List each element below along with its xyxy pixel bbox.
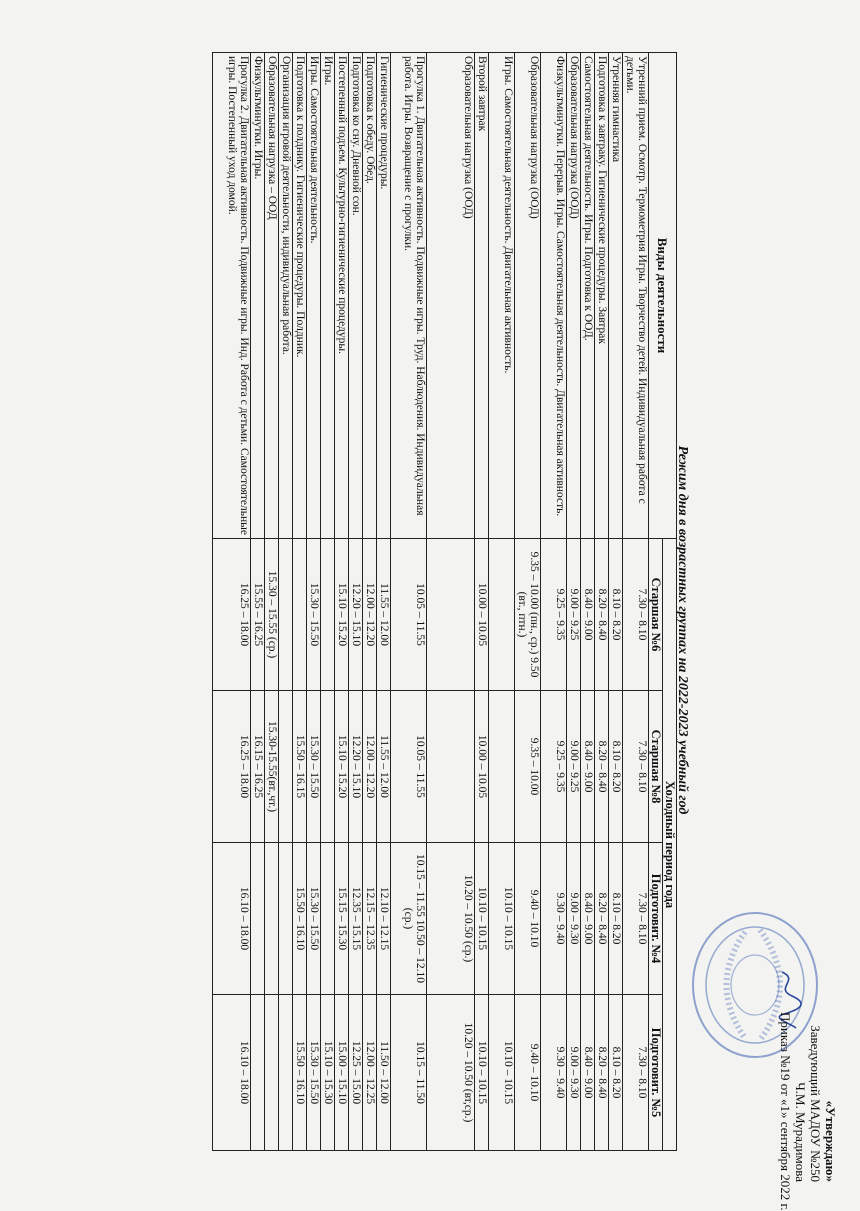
activity-cell: Организация игровой деятельности, индивидуальная работа. (279, 53, 293, 539)
time-cell: 11.55 – 12.00 (377, 691, 391, 843)
activity-cell: Игры. Самостоятельная деятельность. Двигательная активность. (489, 53, 515, 539)
time-cell: 15.30 – 15.55 (ср.) (265, 539, 279, 691)
time-cell: 12.25 – 15.00 (349, 995, 363, 1151)
activity-cell: Гигиенические процедуры. (377, 53, 391, 539)
time-cell: 9.00 – 9.25 (567, 691, 581, 843)
time-cell: 10.15 – 11.55 10.50 – 12.10 (ср.) (391, 843, 427, 995)
group-header: Подготовит. №5 (649, 995, 663, 1151)
time-cell: 9.40 – 10.10 (515, 843, 541, 995)
activity-cell: Постепенный подъем. Культурно-гигиенические процедуры. (335, 53, 349, 539)
time-cell (279, 539, 293, 691)
approval-name: Ч.М. Мурадимова (793, 1082, 808, 1182)
table-row (489, 53, 515, 1151)
time-cell: 12.20 – 15.10 (349, 691, 363, 843)
time-cell (293, 539, 307, 691)
table-row (609, 53, 623, 1151)
activity-cell: Подготовка ко сну. Дневной сон. (349, 53, 363, 539)
activity-cell: Подготовка к полднику. Гигиенические процедуры. Полдник. (293, 53, 307, 539)
time-cell (427, 691, 475, 843)
time-cell (489, 539, 515, 691)
time-cell: 15.30 – 15.50 (307, 539, 321, 691)
time-cell (251, 995, 265, 1151)
table-row (279, 53, 293, 1151)
table-row (335, 53, 349, 1151)
time-cell: 7.30 – 8.10 (623, 995, 649, 1151)
time-cell: 15.30 – 15.50 (307, 843, 321, 995)
time-cell: 16.25 – 18.00 (213, 539, 251, 691)
table-row (307, 53, 321, 1151)
approval-position: Заведующий МАДОУ №250 (808, 1025, 823, 1182)
time-cell (489, 691, 515, 843)
time-cell: 11.55 – 12.00 (377, 539, 391, 691)
table-row (293, 53, 307, 1151)
time-cell (321, 691, 335, 843)
time-cell: 7.30 – 8.10 (623, 691, 649, 843)
time-cell: 7.30 – 8.10 (623, 539, 649, 691)
table-row (581, 53, 595, 1151)
activity-cell: Самостоятельная деятельность. Игры. Подготовка к ООД. (581, 53, 595, 539)
time-cell: 8.10 – 8.20 (609, 691, 623, 843)
activity-cell: Второй завтрак (475, 53, 489, 539)
time-cell: 10.00 – 10.05 (475, 539, 489, 691)
time-cell: 10.10 – 10.15 (489, 995, 515, 1151)
time-cell: 15.10 – 15.20 (335, 691, 349, 843)
time-cell: 9.30 – 9.40 (541, 843, 567, 995)
group-header: Старшая №6 (649, 539, 663, 691)
time-cell: 10.20 – 10.50 (ср.) (427, 843, 475, 995)
time-cell (321, 539, 335, 691)
time-cell: 9.35 – 10.00 (пн., ср.) 9.50 (вт., птн.) (515, 539, 541, 691)
time-cell: 9.25 – 9.35 (541, 691, 567, 843)
time-cell: 15.30-15.55(вт.,чт.) (265, 691, 279, 843)
time-cell: 8.20 – 8.40 (595, 691, 609, 843)
time-cell: 9.40 – 10.10 (515, 995, 541, 1151)
time-cell: 10.15 – 11.50 (391, 995, 427, 1151)
approval-block (778, 1012, 838, 1211)
time-cell: 8.40 – 9.00 (581, 691, 595, 843)
table-row (265, 53, 279, 1151)
header-period: Холодный период года (663, 539, 677, 1151)
time-cell: 8.40 – 9.00 (581, 843, 595, 995)
time-cell: 9.25 – 9.35 (541, 539, 567, 691)
time-cell: 7.30 – 8.10 (623, 843, 649, 995)
time-cell: 16.15 – 16.25 (251, 691, 265, 843)
time-cell (251, 843, 265, 995)
time-cell (279, 843, 293, 995)
activity-cell: Физкультминутки. Перерыв. Игры. Самостоятельная деятельность. Двигательная активность. (541, 53, 567, 539)
table-row (623, 53, 649, 1151)
time-cell: 12.00 – 12.25 (363, 995, 377, 1151)
table-row (475, 53, 489, 1151)
time-cell: 8.10 – 8.20 (609, 539, 623, 691)
activity-cell: Подготовка к обеду. Обед. (363, 53, 377, 539)
activity-cell: Образовательная нагрузка – ООД (265, 53, 279, 539)
time-cell: 15.30 – 15.50 (307, 691, 321, 843)
time-cell: 16.10 – 18.00 (213, 995, 251, 1151)
time-cell: 12.35 – 15.15 (349, 843, 363, 995)
table-row (377, 53, 391, 1151)
group-header: Старшая №8 (649, 691, 663, 843)
table-row (427, 53, 475, 1151)
time-cell (321, 843, 335, 995)
table-row (595, 53, 609, 1151)
time-cell: 8.40 – 9.00 (581, 995, 595, 1151)
group-header: Подготовит. №4 (649, 843, 663, 995)
time-cell: 8.10 – 8.20 (609, 843, 623, 995)
time-cell (265, 995, 279, 1151)
table-row (541, 53, 567, 1151)
activity-cell: Подготовка к завтраку. Гигиенические процедуры. Завтрак (595, 53, 609, 539)
time-cell: 10.10 – 10.15 (489, 843, 515, 995)
activity-cell: Образовательная нагрузка (ООД) (427, 53, 475, 539)
table-row (213, 53, 251, 1151)
time-cell: 12.15 – 12.35 (363, 843, 377, 995)
time-cell: 16.10 – 18.00 (213, 843, 251, 995)
activity-cell: Прогулка 1. Двигательная активность. Подвижные игры. Труд. Наблюдения. Индивидуальная работа. Игры. Возвращение с прогулки. (391, 53, 427, 539)
schedule-table (212, 52, 677, 1151)
time-cell: 9.00 – 9.30 (567, 843, 581, 995)
time-cell: 15.00 – 15.10 (335, 995, 349, 1151)
time-cell (279, 995, 293, 1151)
approval-heading: «Утверждаю» (823, 1100, 838, 1182)
time-cell: 8.20 – 8.40 (595, 843, 609, 995)
activity-cell: Игры. Самостоятельная деятельность. (307, 53, 321, 539)
time-cell: 9.00 – 9.30 (567, 995, 581, 1151)
activity-cell: Образовательная нагрузка (ООД) (567, 53, 581, 539)
time-cell: 10.05 – 11.55 (391, 691, 427, 843)
time-cell: 15.10 – 15.20 (335, 539, 349, 691)
page-title: Режим дня в возрастных группах на 2022-2023 учебный год (675, 445, 690, 815)
time-cell: 10.05 – 11.55 (391, 539, 427, 691)
table-row (515, 53, 541, 1151)
time-cell: 8.10 – 8.20 (609, 995, 623, 1151)
time-cell: 15.30 – 15.50 (307, 995, 321, 1151)
time-cell: 8.20 – 8.40 (595, 995, 609, 1151)
header-activity: Виды деятельности (649, 53, 677, 539)
time-cell: 15.50 – 16.10 (293, 843, 307, 995)
time-cell: 11.50 – 12.00 (377, 995, 391, 1151)
time-cell: 8.40 – 9.00 (581, 539, 595, 691)
time-cell: 15.50 – 16.10 (293, 995, 307, 1151)
time-cell (427, 539, 475, 691)
time-cell (279, 691, 293, 843)
time-cell: 12.00 – 12.20 (363, 691, 377, 843)
time-cell: 15.10 – 15.30 (321, 995, 335, 1151)
table-row (349, 53, 363, 1151)
time-cell: 9.30 – 9.40 (541, 995, 567, 1151)
time-cell: 10.00 – 10.05 (475, 691, 489, 843)
table-row (321, 53, 335, 1151)
time-cell: 12.00 – 12.20 (363, 539, 377, 691)
time-cell: 15.50 – 16.15 (293, 691, 307, 843)
time-cell: 10.20 – 10.50 (вт,ср.) (427, 995, 475, 1151)
time-cell: 9.35 – 10.00 (515, 691, 541, 843)
time-cell: 8.20 – 8.40 (595, 539, 609, 691)
time-cell: 12.10 – 12.15 (377, 843, 391, 995)
activity-cell: Образовательная нагрузка (ООД) (515, 53, 541, 539)
time-cell: 9.00 – 9.25 (567, 539, 581, 691)
activity-cell: Игры. (321, 53, 335, 539)
approval-order: Приказ №19 от «1» сентября 2022 г. (778, 1012, 793, 1211)
activity-cell: Утренний прием. Осмотр. Термометрия Игры. Творчество детей. Индивидуальная работа с детьми. (623, 53, 649, 539)
activity-cell: Утренняя гимнастика (609, 53, 623, 539)
time-cell: 10.10 – 10.15 (475, 843, 489, 995)
table-row (363, 53, 377, 1151)
time-cell (265, 843, 279, 995)
time-cell: 12.20 – 15.10 (349, 539, 363, 691)
table-row (567, 53, 581, 1151)
time-cell: 15.55 – 16.25 (251, 539, 265, 691)
table-row (391, 53, 427, 1151)
table-row (251, 53, 265, 1151)
time-cell: 10.10 – 10.15 (475, 995, 489, 1151)
activity-cell: Физкультминутки. Игры. (251, 53, 265, 539)
time-cell: 15.15 – 15.30 (335, 843, 349, 995)
activity-cell: Прогулка 2. Двигательная активность. Подвижные игры. Инд. Работа с детьми. Самостоятельные игры. Постепенный уход домой. (213, 53, 251, 539)
time-cell: 16.25 – 18.00 (213, 691, 251, 843)
